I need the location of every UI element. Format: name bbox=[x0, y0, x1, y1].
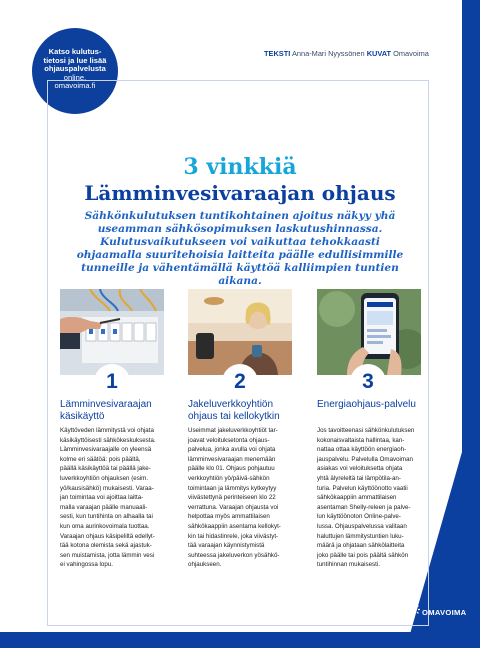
tip-1-text: Käyttöveden lämmitystä voi ohjata käsikäyttöisesti sähkökeskuksesta. Lämminvesivaraajalle on yleensä kolme eri säätöä: pois päältä, päällä käsikäyttöä tai päällä jake- luverkkoyhtiön ohjauksen (esim. yö/kausisähkö) mukaisesti. Varaa- jan toimintaa voi ajoittaa laitta- malla varaajan päälle manuaali- sesti, kun tuntihinta on alhaalla tai kun oma aurinkovoimala tuottaa. Varaajan ohjaus käsipeliltä edellyt- tää kotona olemista sekä ajastuk- sen muistamista, jotta lämmin vesi ei vahingossa lopu. bbox=[60, 427, 156, 569]
tip-3-number: 3 bbox=[350, 364, 386, 400]
badge-text: Katso kulutus-tietosi ja lue lisää ohjauspalvelusta bbox=[43, 47, 107, 74]
credits-photographer: Omavoima bbox=[393, 49, 429, 58]
credits-kuvat-label: KUVAT bbox=[366, 49, 392, 58]
sun-icon bbox=[409, 604, 420, 615]
tip-1-number: 1 bbox=[94, 364, 130, 400]
tip-2-number: 2 bbox=[222, 364, 258, 400]
tip-2-heading: Jakeluverkkoyhtiön ohjaus tai kellokytkin bbox=[188, 399, 280, 422]
tip-3-text: Jos tavoitteenasi sähkönkulutuksen kokonaisvaltaista hallintaa, kan- nattaa ottaa käyttöön energiaoh- jauspalvelu. Palvelulla Omavoiman asiakas voi veloituksetta ohjata yhtä älyreleltä tai lämpötila-an- turia. Palvelun käyttöönotto vaatii sähkökaappiin ammattilaisen asentaman Shelly-releen ja palve- lun käyttöönoton Online-palve- lussa. Ohjauspalvelussa valitaan haluttujen lämmitystuntien luku- määrä ja ohjataan sähkölaitteita joko päälle tai pois päältä sähkön tuntihinnan mukaisesti. bbox=[317, 427, 415, 569]
credits-teksti-label: TEKSTI bbox=[264, 49, 291, 58]
tip-2-text: Useimmat jakeluverkkoyhtiöt tar- joavat veloituksetonta ohjaus- palvelua, jonka avulla voi ohjata lämminvesivaraajan menemään päälle klo 01. Ohjaus pohjautuu verkkoyhtiön yö/päivä-sähkön toimintaan ja lämmitys kytkeytyy viivästettynä perinteiseen klo 22 verrattuna. Varaajan ohjausta voi helpottaa myös ammattilaisen sähkökaappiin asentama kellokyt- kin tai hidastinrele, joka viivästyt- tää varaajan käynnistymistä suhteessa jakeluverkon yösähkö- ohjaukseen. bbox=[188, 427, 281, 569]
logo-text: OMAVOIMA bbox=[422, 608, 467, 617]
tip-3-heading: Energiaohjaus-palvelu bbox=[317, 399, 416, 410]
badge-link-1[interactable]: online. bbox=[63, 72, 87, 82]
tip-1-heading: Lämminvesivaraajan käsikäyttö bbox=[60, 399, 152, 422]
omavoima-logo bbox=[409, 604, 468, 619]
lead-paragraph: Sähkönkulutuksen tuntikohtainen ajoitus näkyy yhä useamman sähkösopimuksen laskutushinnassa. Kulutusvaikutukseen voi vaikuttaa tehokkaasti ohjaamalla suuritehoisia laitteita päälle edullisimmille tunneille ja vähentämällä käyttöä kalliimpien tuntien aikana. bbox=[76, 210, 404, 287]
credits-author: Anna-Mari Nyyssönen bbox=[291, 49, 365, 58]
tip-2-image bbox=[188, 289, 292, 375]
title-line-1: 3 vinkkiä bbox=[183, 154, 297, 180]
badge-link-2[interactable]: omavoima.fi bbox=[54, 81, 96, 91]
tip-3-image bbox=[317, 289, 421, 375]
bottom-band bbox=[0, 632, 480, 648]
tip-1-image bbox=[60, 289, 164, 375]
title-line-2: Lämminvesivaraajan ohjaus bbox=[84, 181, 396, 205]
credits bbox=[264, 49, 429, 58]
